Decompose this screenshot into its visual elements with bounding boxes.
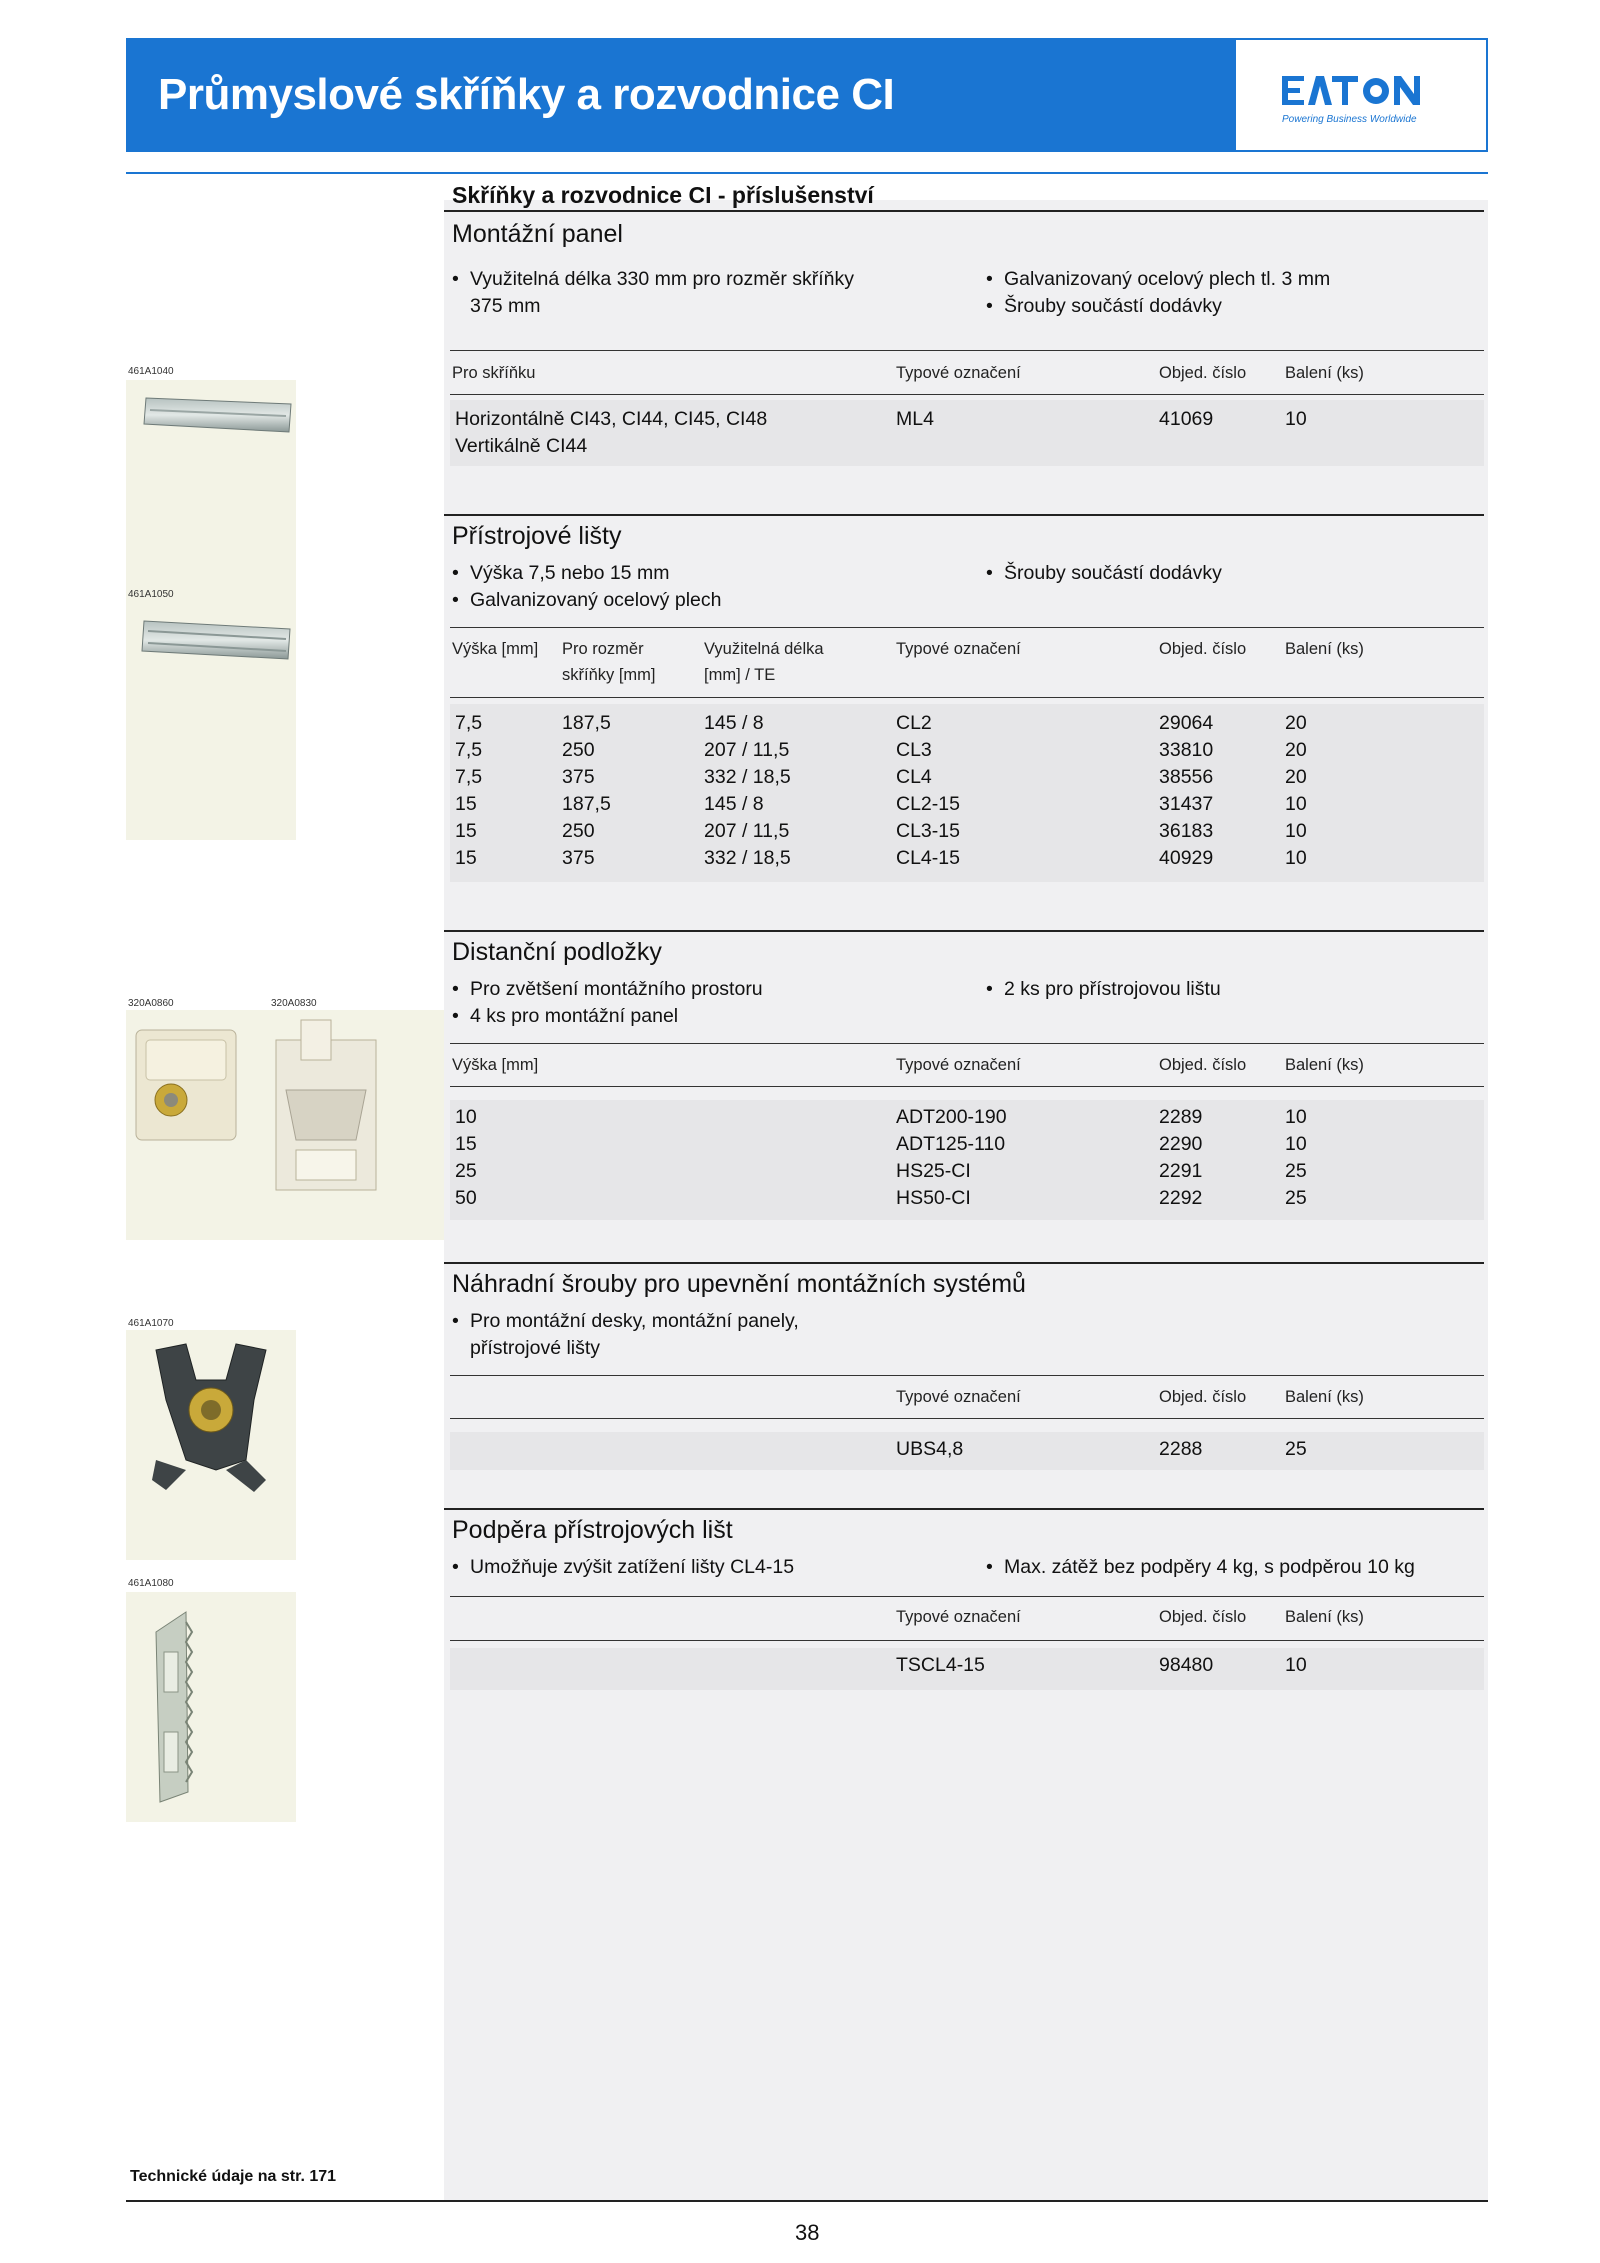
table-cell: 25 — [1285, 1187, 1307, 1209]
image-frame — [126, 380, 296, 840]
table-cell: 10 — [1285, 793, 1307, 815]
table-cell: 10 — [455, 1106, 477, 1128]
table-rule — [450, 1043, 1484, 1044]
table-header: Balení (ks) — [1285, 1056, 1364, 1074]
table-cell: UBS4,8 — [896, 1438, 964, 1460]
table-cell: 145 / 8 — [704, 793, 764, 815]
table-rule — [450, 1640, 1484, 1641]
table-cell: 15 — [455, 847, 477, 869]
page-number: 38 — [795, 2220, 820, 2245]
table-header: [mm] / TE — [704, 666, 776, 684]
divider — [444, 210, 1484, 212]
table-header: Objed. číslo — [1159, 1608, 1247, 1626]
header-bar — [126, 38, 1488, 152]
image-frame — [126, 1592, 296, 1822]
table-header: Typové označení — [896, 1608, 1021, 1626]
table-cell: 207 / 11,5 — [704, 820, 790, 842]
header-underline — [126, 172, 1488, 174]
bullet-item: • Výška 7,5 nebo 15 mm — [452, 562, 670, 584]
footer-rule — [126, 2200, 1488, 2202]
table-cell: 40929 — [1159, 847, 1214, 869]
table-cell: 7,5 — [455, 739, 483, 761]
footer-note: Technické údaje na str. 171 — [130, 2168, 337, 2185]
table-header: Typové označení — [896, 1388, 1021, 1406]
table-cell: 50 — [455, 1187, 477, 1209]
divider — [444, 514, 1484, 516]
table-rule — [450, 394, 1484, 395]
table-header: Objed. číslo — [1159, 364, 1247, 382]
divider — [444, 1262, 1484, 1264]
table-cell: 7,5 — [455, 766, 483, 788]
table-rule — [450, 350, 1484, 351]
table-cell: 375 — [562, 847, 595, 869]
table-cell: 31437 — [1159, 793, 1214, 815]
table-cell: 25 — [1285, 1438, 1307, 1460]
bullet-item: • Pro montážní desky, montážní panely, přístrojové lišty — [452, 1310, 799, 1359]
table-cell: 10 — [1285, 1654, 1307, 1676]
spacer-images — [126, 1010, 444, 1240]
table-cell: 2292 — [1159, 1187, 1203, 1209]
image-frame — [126, 1010, 444, 1240]
bullet-item: • 4 ks pro montážní panel — [452, 1005, 679, 1027]
image-code: 461A1040 — [128, 366, 174, 377]
table-cell: 2290 — [1159, 1133, 1203, 1155]
table-cell: 10 — [1285, 1133, 1307, 1155]
bullet-item: • 2 ks pro přístrojovou lištu — [986, 978, 1221, 1000]
table-cell: 20 — [1285, 739, 1307, 761]
table-header: Balení (ks) — [1285, 1388, 1364, 1406]
table-cell: 10 — [1285, 847, 1307, 869]
section-title: Podpěra přístrojových lišt — [452, 1516, 733, 1544]
table-header: Výška [mm] — [452, 640, 539, 658]
table-cell: 29064 — [1159, 712, 1214, 734]
table-cell: ADT125-110 — [896, 1133, 1006, 1155]
table-cell: 10 — [1285, 408, 1307, 430]
table-header: Balení (ks) — [1285, 640, 1364, 658]
section-title: Přístrojové lišty — [452, 522, 622, 550]
section-title: Distanční podložky — [452, 938, 662, 966]
table-rule — [450, 1596, 1484, 1597]
table-cell: 10 — [1285, 1106, 1307, 1128]
table-cell: 7,5 — [455, 712, 483, 734]
table-header: Balení (ks) — [1285, 1608, 1364, 1626]
image-code: 320A0830 — [271, 998, 317, 1009]
image-code: 461A1070 — [128, 1318, 174, 1329]
table-cell: ADT200-190 — [896, 1106, 1007, 1128]
table-cell: 15 — [455, 1133, 477, 1155]
table-cell: CL4 — [896, 766, 932, 788]
table-cell: Horizontálně CI43, CI44, CI45, CI48 — [455, 408, 768, 430]
image-code: 461A1050 — [128, 589, 174, 600]
table-cell: 20 — [1285, 766, 1307, 788]
divider — [444, 1508, 1484, 1510]
rail-support-image — [126, 1592, 296, 1822]
screw-image — [126, 1330, 296, 1560]
table-header: Typové označení — [896, 364, 1021, 382]
mounting-panel-image — [126, 380, 296, 840]
image-frame — [126, 1330, 296, 1560]
table-row — [450, 1432, 1484, 1470]
table-header: Objed. číslo — [1159, 1056, 1247, 1074]
table-header: Využitelná délka — [704, 640, 824, 658]
table-cell: 187,5 — [562, 712, 611, 734]
table-cell: 250 — [562, 820, 595, 842]
logo-tagline: Powering Business Worldwide — [1282, 114, 1417, 125]
table-header: Objed. číslo — [1159, 640, 1247, 658]
divider — [444, 930, 1484, 932]
table-header: skříňky [mm] — [562, 666, 656, 684]
table-cell: 25 — [1285, 1160, 1307, 1182]
table-cell: 20 — [1285, 712, 1307, 734]
table-cell: 2289 — [1159, 1106, 1203, 1128]
table-cell: 332 / 18,5 — [704, 847, 791, 869]
table-cell: 15 — [455, 793, 477, 815]
table-cell: 187,5 — [562, 793, 611, 815]
table-header: Typové označení — [896, 1056, 1021, 1074]
bullet-item: • Max. zátěž bez podpěry 4 kg, s podpěrou 10 kg — [986, 1556, 1415, 1578]
section-main-title: Skříňky a rozvodnice CI - příslušenství — [452, 182, 874, 208]
table-cell: 250 — [562, 739, 595, 761]
table-cell: 2288 — [1159, 1438, 1203, 1460]
table-cell: CL2-15 — [896, 793, 960, 815]
table-cell: CL4-15 — [896, 847, 960, 869]
table-rule — [450, 697, 1484, 698]
bullet-item: • Využitelná délka 330 mm pro rozměr skříňky 375 mm — [452, 268, 855, 317]
table-cell: 33810 — [1159, 739, 1214, 761]
table-cell: 41069 — [1159, 408, 1214, 430]
table-cell: HS25-CI — [896, 1160, 971, 1182]
table-cell: 10 — [1285, 820, 1307, 842]
table-cell: CL3 — [896, 739, 932, 761]
table-cell: 36183 — [1159, 820, 1214, 842]
table-cell: CL3-15 — [896, 820, 960, 842]
table-rule — [450, 627, 1484, 628]
table-cell: 15 — [455, 820, 477, 842]
section-title: Montážní panel — [452, 220, 623, 248]
bullet-item: • Pro zvětšení montážního prostoru — [452, 978, 763, 1000]
eaton-logo-mark — [1282, 74, 1432, 108]
image-code: 320A0860 — [128, 998, 174, 1009]
table-cell: 38556 — [1159, 766, 1214, 788]
table-cell: 2291 — [1159, 1160, 1203, 1182]
table-cell: CL2 — [896, 712, 932, 734]
eaton-logo — [1236, 40, 1486, 150]
image-code: 461A1080 — [128, 1578, 174, 1589]
table-cell: 207 / 11,5 — [704, 739, 790, 761]
table-cell: 375 — [562, 766, 595, 788]
table-cell: 332 / 18,5 — [704, 766, 791, 788]
page-title: Průmyslové skříňky a rozvodnice CI — [158, 70, 895, 119]
bullet-item: • Galvanizovaný ocelový plech tl. 3 mm — [986, 268, 1331, 290]
bullet-item: • Šrouby součástí dodávky — [986, 295, 1222, 317]
table-header: Výška [mm] — [452, 1056, 539, 1074]
bullet-item: • Galvanizovaný ocelový plech — [452, 589, 722, 611]
section-title: Náhradní šrouby pro upevnění montážních systémů — [452, 1270, 1026, 1298]
table-cell: 98480 — [1159, 1654, 1214, 1676]
table-header: Pro skříňku — [452, 364, 536, 382]
table-cell: ML4 — [896, 408, 934, 430]
table-cell: 25 — [455, 1160, 477, 1182]
table-header: Typové označení — [896, 640, 1021, 658]
bullet-item: • Šrouby součástí dodávky — [986, 562, 1222, 584]
table-cell: HS50-CI — [896, 1187, 971, 1209]
table-cell: TSCL4-15 — [896, 1654, 985, 1676]
table-rule — [450, 1375, 1484, 1376]
table-header: Pro rozměr — [562, 640, 644, 658]
table-header: Objed. číslo — [1159, 1388, 1247, 1406]
table-rule — [450, 1086, 1484, 1087]
table-rule — [450, 1418, 1484, 1419]
table-cell: Vertikálně CI44 — [455, 435, 588, 457]
table-cell: 145 / 8 — [704, 712, 764, 734]
table-header: Balení (ks) — [1285, 364, 1364, 382]
din-rail-image — [140, 615, 300, 665]
bullet-item: • Umožňuje zvýšit zatížení lišty CL4-15 — [452, 1556, 795, 1578]
